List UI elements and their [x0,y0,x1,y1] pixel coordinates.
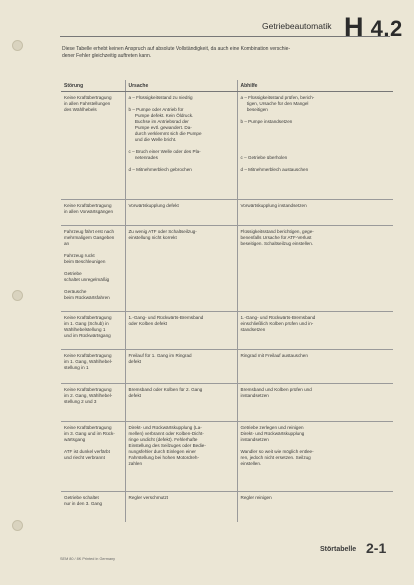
stoerung-line: mehrmaligem Gasgeben [64,235,115,240]
ursache-cell [125,422,237,492]
ursache-line: Buchse im Antriebsrad der [128,119,189,124]
abhilfe-line: einschließlich Kolben prüfen und in- [240,321,314,326]
table-row [61,384,393,422]
ursache-line: c – Bruch einer Welle oder des Pla- [128,149,201,154]
stoerung-cell [61,384,125,422]
abhilfe-line: standsetzen [240,327,266,332]
ursache-cell [125,226,237,312]
abhilfe-cell [237,226,393,312]
table-row [61,200,393,226]
table-row [61,226,393,312]
intro-line: Diese Tabelle erhebt keinen Anspruch auf absolute Vollständigkeit, da auch eine Kombination verschie- [62,46,291,52]
stoerung-line: im 2. Gang, Wählhebel- [64,393,113,398]
ursache-line: Freilauf für 1. Gang im Ringrad [128,353,192,358]
stoerung-cell [61,422,125,492]
stoerung-line: Keine Kraftübertragung [64,203,112,208]
stoerung-line: nur in den 3. Gang [64,501,103,506]
stoerung-line: im 1. Gang, Wählhebel- [64,359,113,364]
stoerung-line: Keine Kraftübertragung [64,353,112,358]
abhilfe-line: Regler reinigen [240,495,272,500]
stoerung-item [64,229,122,247]
column-header-stoerung: Störung [61,80,125,92]
ursache-line: Pumpe evtl. gewandert. Da- [128,125,192,130]
ursache-line: d – Mitnehmerblech gebrochen [128,167,192,172]
intro-line: dener Fehler gleichzeitig auftreten kann. [62,53,152,59]
punch-hole [12,40,23,51]
abhilfe-line: Ringrad mit Freilauf austauschen [240,353,308,358]
punch-hole [12,520,23,531]
stoerung-item [64,253,122,265]
ursache-line: netenrades [128,155,158,160]
ursache-line: defekt [128,359,142,364]
stoerung-line: beim Rückwärtsfahren [64,295,110,300]
ursache-line: Pumpe defekt. Kein Öldruck. [128,113,194,118]
ursache-line: Direkt- und Rückwärtskupplung (La- [128,425,202,430]
abhilfe-item [241,425,391,443]
stoerung-item [64,449,122,461]
page-number: 2-1 [366,540,387,556]
abhilfe-cell [237,492,393,522]
stoerung-line: Keine Kraftübertragung [64,387,112,392]
table-row [61,312,393,350]
ursache-cell [125,200,237,226]
ursache-line: Fahrstellung bei hohen Motordreh- [128,455,199,460]
ursache-line: nungsfehler durch Einlegen einer [128,449,196,454]
ursache-line: Vorwärtskupplung defekt [128,203,179,208]
abhilfe-item [241,449,391,467]
ursache-line: zahlen [128,461,143,466]
abhilfe-line: Getriebe zerlegen und reinigen [240,425,304,430]
stoerung-line: an [64,241,70,246]
abhilfe-line: benenfalls Ursache für ATF-Verlust [240,235,312,240]
abhilfe-item [241,95,391,113]
stoerung-line: ATF ist dunkel verfärbt [64,449,110,454]
stoerung-item [64,425,122,443]
stoerung-line: in allen Vorwärtsgängen [64,209,114,214]
ursache-line: und die Welle bricht. [128,137,177,142]
abhilfe-item [241,155,391,161]
stoerung-line: Fahrzeug fährt erst nach [64,229,115,234]
ursache-line: b – Pumpe oder Antrieb für [128,107,184,112]
ursache-line: einstellung nicht korrekt [128,235,177,240]
stoerung-line: beim Beschleunigen [64,259,106,264]
section-code-number: 4.2 [370,16,403,41]
ursache-line: 1.-Gang- und Rückwärts-Bremsband [128,315,204,320]
ursache-line: durch verklemmt sich die Pumpe [128,131,202,136]
column-header-ursache: Ursache [125,80,237,92]
ursache-line: defekt [128,393,142,398]
abhilfe-line: instandsetzen [240,393,269,398]
abhilfe-line: beseitigen [240,107,268,112]
stoerung-cell [61,350,125,384]
abhilfe-line: Wandler so weit wie möglich entlee- [240,449,314,454]
table-row [61,422,393,492]
stoerung-line: wärtsgang [64,437,86,442]
table-row [61,492,393,522]
ursache-item [129,167,234,173]
stoerung-line: Getriebe [64,271,82,276]
stoerung-line: Geräusche [64,289,87,294]
stoerung-cell [61,92,125,200]
ursache-cell [125,350,237,384]
stoerung-line: im 1. Gang (Schub) in [64,321,109,326]
stoerung-line: und riecht verbrannt [64,455,105,460]
stoerung-line: stellung 2 und 3 [64,399,97,404]
abhilfe-line: b – Pumpe instandsetzen [240,119,293,124]
abhilfe-item [241,167,391,173]
stoerung-line: und im Rückwärtsgang [64,333,111,338]
stoerung-line: Getriebe schaltet [64,495,99,500]
stoerung-cell [61,492,125,522]
abhilfe-line: Bremsband und Kolben prüfen und [240,387,312,392]
ursache-line: mellen) verbrannt oder Kolben-Dicht- [128,431,204,436]
abhilfe-line: instandsetzen [240,437,269,442]
ursache-item [129,107,234,143]
table-row [61,350,393,384]
abhilfe-line: Direkt- und Rückwärtskupplung [240,431,305,436]
ursache-item [129,95,234,101]
stoerung-line: Fahrzeug ruckt [64,253,95,258]
header-rule [60,36,390,37]
stoerung-line: des Wählhebels [64,107,97,112]
abhilfe-line: Vorwärtskupplung instandsetzen [240,203,307,208]
ursache-cell [125,92,237,200]
stoerung-item [64,271,122,283]
ursache-line: a – Flüssigkeitsstand zu niedrig [128,95,193,100]
table-row [61,92,393,200]
stoerung-line: Keine Kraftübertragung [64,95,112,100]
abhilfe-line: tigen, Ursache für den Mangel [240,101,309,106]
section-code-letter: H [344,12,364,42]
abhilfe-cell [237,312,393,350]
abhilfe-cell [237,350,393,384]
punch-hole [12,290,23,301]
stoerung-item [64,289,122,301]
abhilfe-cell [237,92,393,200]
ursache-line: Regler verschmutzt [128,495,169,500]
stoerung-line: stellung in 1 [64,365,89,370]
ursache-line: Bremsband oder Kolben für 2. Gang [128,387,203,392]
abhilfe-line: a – Flüssigkeitsstand prüfen, berich- [240,95,315,100]
abhilfe-line: einstellen. [240,461,262,466]
trouble-table [61,80,393,522]
section-title: Getriebeautomatik [262,21,332,31]
footer-section-name: Störtabelle [320,546,357,553]
abhilfe-item [241,119,391,125]
abhilfe-line: beseitigen. Schaltseilzug einstellen. [240,241,314,246]
intro-text [62,46,384,60]
stoerung-line: in allen Fahrstellungen [64,101,111,106]
ursache-item [129,149,234,161]
ursache-line: Zu wenig ATF oder Schaltseilzug- [128,229,197,234]
stoerung-line: schaltet unregelmäßig [64,277,110,282]
abhilfe-line: c – Getriebe überholen [240,155,288,160]
stoerung-cell [61,200,125,226]
abhilfe-cell [237,422,393,492]
abhilfe-line: ren, jedoch nicht ersetzen. Seilzug [240,455,311,460]
ursache-line: Einstellung des Seilzuges oder Bedie- [128,443,206,448]
footer-reference: SEM 80 / 8K Printed in Germany [60,557,116,561]
abhilfe-line: d – Mitnehmerblech austauschen [240,167,309,172]
ursache-line: oder Kolben defekt [128,321,168,326]
stoerung-line: Keine Kraftübertragung [64,425,112,430]
stoerung-cell [61,312,125,350]
abhilfe-line: 1.-Gang- und Rückwärts-Bremsband [240,315,316,320]
abhilfe-cell [237,200,393,226]
stoerung-line: Keine Kraftübertragung [64,315,112,320]
stoerung-line: Wählhebelstellung 1 [64,327,106,332]
abhilfe-line: Flüssigkeitsstand berichtigen, gege- [240,229,314,234]
ursache-cell [125,384,237,422]
stoerung-line: im 3. Gang und im Rück- [64,431,115,436]
ursache-cell [125,492,237,522]
ursache-cell [125,312,237,350]
column-header-abhilfe: Abhilfe [237,80,393,92]
abhilfe-cell [237,384,393,422]
ursache-line: ringe undicht (defekt). Fehlerhafte [128,437,198,442]
stoerung-cell [61,226,125,312]
section-code [344,12,403,43]
